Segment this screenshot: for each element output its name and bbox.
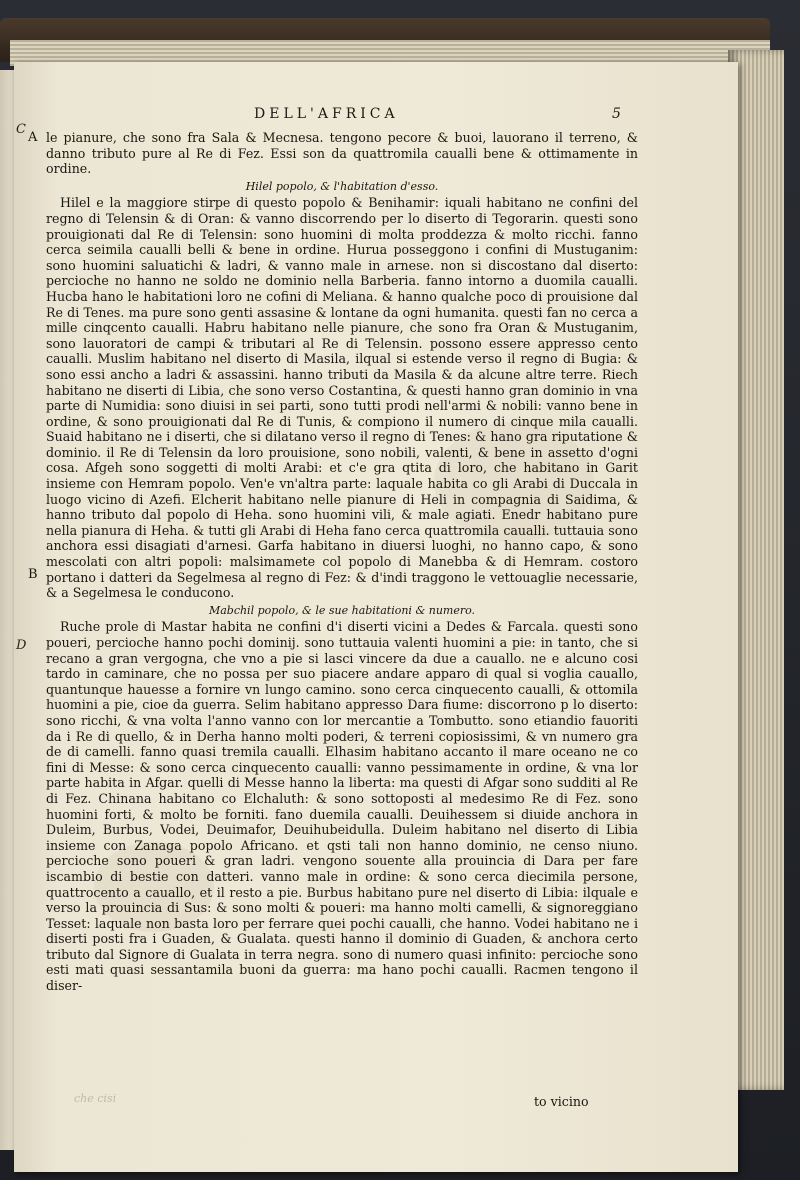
catchword: to vicino — [534, 1094, 589, 1109]
page-header — [14, 106, 738, 128]
body-text — [46, 130, 638, 994]
section-heading: Hilel popolo, & l'habitation d'esso. — [245, 179, 439, 193]
margin-letter-a: A — [28, 130, 38, 145]
book-page — [14, 62, 738, 1172]
margin-letter-b: B — [28, 567, 38, 582]
gutter-letter-c: C — [16, 122, 26, 137]
bleed-through-text: che cisi — [74, 1092, 117, 1105]
paragraph: le pianure, che sono fra Sala & Mecnesa. tengono pecore & buoi, lauorano il terreno, & danno tributo pure al Re di Fez. Essi son da quattromila caualli bene & ottimamente in ordine. — [46, 130, 638, 177]
gutter-letter-d: D — [16, 638, 27, 653]
page-number: 5 — [612, 106, 621, 122]
section-heading: Mabchil popolo, & le sue habitationi & numero. — [208, 603, 476, 617]
paragraph: Hilel e la maggiore stirpe di questo popolo & Benihamir: iquali habitano ne confini del regno di Telensin & di Oran: & vanno discorrendo per lo diserto di Tegorarin. questi sono prouigionati dal Re di Telensin: sono huomini di molta proddezza & molto ricchi. fanno cerca seimila caualli belli & bene in ordine. Hurua posseggono i confini di Mustuganim: sono huomini saluatichi & ladri, & vanno male in arnese. non si discostano dal diserto: percioche no hanno ne soldo ne dominio nella Barberia. fanno intorno a duomila caualli. Hucba hano le habitationi loro ne cofini di Meliana. & hanno qualche poco di prouisione dal Re di Tenes. ma pure sono genti assasine & lontane da ogni humanita. questi fan no cerca a mille cinqcento caualli. Habru habitano nelle pianure, che sono fra Oran & Mustuganim, sono lauoratori de campi & tributari al Re di Telensin. possono essere appresso cento caualli. Muslim habitano nel diserto di Masila, ilqual si estende verso il regno di Bugia: & sono essi ancho a ladri & assassini. hanno tributi da Masila & da alcune altre terre. Riech habitano ne diserti di Libia, che sono verso Costantina, & questi hanno gran dominio in vna parte di Numidia: sono diuisi in sei parti, sono tutti prodi nell'armi & nobili: vanno bene in ordine, & sono prouigionati dal Re di Tunis, & compiono il numero di cinque mila caualli. Suaid habitano ne i diserti, che si dilatano verso il regno di Tenes: & hano gra riputatione & dominio. il Re di Telensin da loro prouisione, sono nobili, valenti, & bene in assetto d'ogni cosa. Afgeh sono soggetti di molti Arabi: et c'e gra qtita di loro, che habitano in Garit insieme con Hemram popolo. Ven'e vn'altra parte: laquale habita co gli Arabi di Duccala in luogo vicino di Azefi. Elcherit habitano nelle pianure di Heli in compagnia di Saidima, & hanno tributo dal popolo di Heha. sono huomini vili, & male agiati. Enedr habitano pure nella pianura di Heha. & tutti gli Arabi di Heha fano cerca quattromila caualli. tuttauia sono anchora essi disagiati d'arnesi. Garfa habitano in diuersi luoghi, no hanno capo, & sono mescolati con altri popoli: malsimamete col popolo di Manebba & di Hemram. costoro portano i datteri da Segelmesa al regno di Fez: & d'indi traggono le vettouaglie necessarie, & a Segelmesa le conducono. — [46, 195, 638, 601]
running-head: DELL'AFRICA — [254, 106, 399, 122]
paragraph: Ruche prole di Mastar habita ne confini d'i diserti vicini a Dedes & Farcala. questi sono poueri, percioche hanno pochi dominij. sono tuttauia valenti huomini a pie: in tanto, che si recano a gran vergogna, che vno a pie si lasci vincere da due a cauallo. ne e alcuno cosi tardo in caminare, che no possa per suo piacere andare apparo di qual si voglia cauallo, quantunque hauesse a fornire vn lungo camino. sono cerca cinquecento caualli, & ottomila huomini a pie, cioe da guerra. Selim habitano appresso Dara fiume: discorrono p lo diserto: sono ricchi, & vna volta l'anno vanno con lor mercantie a Tombutto. sono etiandio fauoriti da i Re di quello, & in Derha hanno molti poderi, & terreni copiosissimi, & vn numero gra de di camelli. fanno quasi tremila caualli. Elhasim habitano accanto il mare oceano ne co fini di Messe: & sono cerca cinquecento caualli: vanno pessimamente in ordine, & vna lor parte habita in Afgar. quelli di Messe hanno la liberta: ma questi di Afgar sono sudditi al Re di Fez. Chinana habitano co Elchaluth: & sono sottoposti al medesimo Re di Fez. sono huomini forti, & molto be forniti. fano duemila caualli. Deuihessem si diuide anchora in Duleim, Burbus, Vodei, Deuimafor, Deuihubeidulla. Duleim habitano nel diserto di Libia insieme con Zanaga popolo Africano. et qsti tali non hanno dominio, ne censo niuno. percioche sono poueri & gran ladri. vengono souente alla prouincia di Dara per fare iscambio di bestie con datteri. vanno male in ordine: & sono cerca diecimila persone, quattrocento a cauallo, et il resto a pie. Burbus habitano pure nel diserto di Libia: ilquale e verso la prouincia di Sus: & sono molti & poueri: ma hanno molti camelli, & signoreggiano Tesset: laquale non basta loro per ferrare quei pochi caualli, che hanno. Vodei habitano ne i diserti posti fra i Guaden, & Gualata. questi hanno il dominio di Guaden, & anchora certo tributo dal Signore di Gualata in terra negra. sono di numero quasi infinito: percioche sono esti mati quasi sessantamila buoni da guerra: ma hano pochi caualli. Racmen tengono il diser- — [46, 619, 638, 994]
